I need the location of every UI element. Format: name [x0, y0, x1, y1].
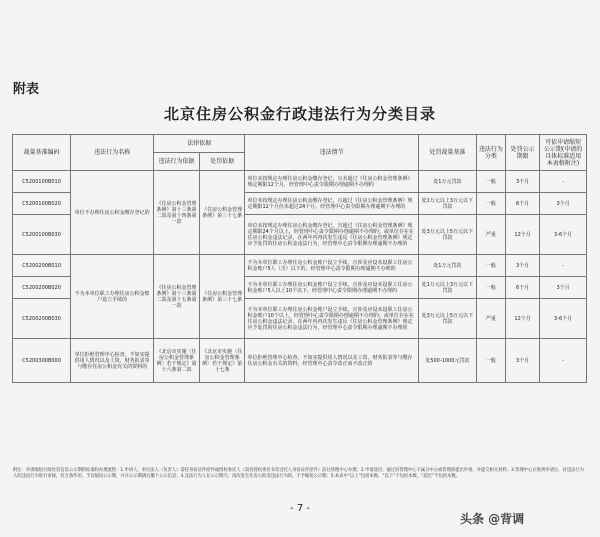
code-cell: C5200300B000 [13, 339, 71, 383]
violation-name-cell: 单位拒绝管理中心检查，不如实提供用人情况以及工资、财务报表等与缴存住房公积金有关的资料的 [71, 339, 154, 383]
act-basis-cell: 《住房公积金管理条例》第十三条第二款及第十四条第一款 [154, 171, 200, 255]
code-cell: C5200200B030 [13, 299, 71, 339]
table-row [13, 255, 587, 277]
appendix-label: 附表 [13, 82, 40, 97]
table-row [13, 171, 587, 193]
header-basis-act: 违法行为依据 [154, 153, 200, 171]
violation-name-cell: 单位不办理住房公积金缴存登记的 [71, 171, 154, 255]
repair-cell: - [540, 339, 587, 383]
circumstance-cell: 不为本单位职工办理住房公积金账户设立手续，且涉及应设未设职工住房公积金账户10个以上，经管理中心责令限期办理逾期不办理的；或单位存在在住房公积金违法记录，在两年内再次发生违反《住房公积金管理条例》规定应予处罚的住房公积金违法行为，经管理中心责令限期办理逾期不办理的 [245, 299, 418, 339]
penalty-basis-cell: 《住房公积金管理条例》第三十七条 [199, 255, 245, 339]
header-basis-penalty: 处罚依据 [199, 153, 245, 171]
repair-cell: - [540, 171, 587, 193]
category-cell: 一般 [476, 255, 505, 277]
circumstance-cell: 单位未按规定办理住房公积金缴存登记，且未超过《住房公积金管理条例》规定期限12个月，经管理中心责令限期办理逾期不办理的 [245, 171, 418, 193]
header-circumstance: 违法情节 [245, 135, 418, 171]
watermark: 头条 @背调 [460, 512, 525, 526]
repair-cell: 3-6个月 [540, 215, 587, 255]
standard-cell: 处3万元以上5万元以下罚款 [418, 215, 476, 255]
category-cell: 一般 [476, 171, 505, 193]
standard-cell: 处1万元罚款 [418, 171, 476, 193]
circumstance-cell: 单位未按规定办理住房公积金缴存登记，且超过《住房公积金管理条例》规定期限24个月以上，经管理中心责令限期办理逾期不办理的；或单位存在在住房公积金违法记录，在两年内再次发生违反《住房公积金管理条例》规定应予处罚的住房公积金违法行为，经管理中心责令限期办理逾期不办理的 [245, 215, 418, 255]
standard-cell: 处1万元以上3万元以下罚款 [418, 193, 476, 215]
category-cell: 一般 [476, 277, 505, 299]
circumstance-cell: 单位拒绝管理中心检查，不如实提供用人情况以及工资、财务报表等与缴存住房公积金有关的资料，经管理中心责令改正而不改正的 [245, 339, 418, 383]
header-category: 违法行为分类 [476, 135, 505, 171]
repair-cell: 3-6个月 [540, 299, 587, 339]
document-title: 北京住房公积金行政违法行为分类目录 [163, 105, 436, 123]
header-period: 处罚公示期限 [505, 135, 539, 171]
period-cell: 3个月 [505, 255, 539, 277]
penalty-basis-cell: 《北京市实施〈住房公积金管理条例〉若干规定》第十七条 [199, 339, 245, 383]
period-cell: 3个月 [505, 171, 539, 193]
violation-name-cell: 不为本单位职工办理住房公积金账户设立手续的 [71, 255, 154, 339]
act-basis-cell: 《北京市实施〈住房公积金管理条例〉若干规定》第十六条第二款 [154, 339, 200, 383]
category-cell: 严重 [476, 215, 505, 255]
header-name: 违法行为名称 [71, 135, 154, 171]
period-cell: 12个月 [505, 299, 539, 339]
code-cell: C5200200B020 [13, 277, 71, 299]
penalty-basis-cell: 《住房公积金管理条例》第三十七条 [199, 171, 245, 255]
period-cell: 3个月 [505, 339, 539, 383]
repair-cell: 3个月 [540, 193, 587, 215]
period-cell: 6个月 [505, 277, 539, 299]
category-cell: 严重 [476, 299, 505, 339]
circumstance-cell: 不为本单位职工办理住房公积金账户设立手续，且涉及应设未设职工住房公积金账户5人以上10个以下，经管理中心责令限期办理逾期不办理的 [245, 277, 418, 299]
header-code: 裁量基准编码 [13, 135, 71, 171]
table-row [13, 339, 587, 383]
header-legal-basis: 法律依据 [154, 135, 245, 153]
violation-table [12, 134, 587, 383]
repair-cell: 3个月 [540, 277, 587, 299]
category-cell: 一般 [476, 339, 505, 383]
standard-cell: 处3万元以上5万元以下罚款 [418, 299, 476, 339]
code-cell: C5200200B010 [13, 255, 71, 277]
period-cell: 12个月 [505, 215, 539, 255]
standard-cell: 处1万元以上3万元以下罚款 [418, 277, 476, 299]
standard-cell: 处1万元罚款 [418, 255, 476, 277]
repair-cell: - [540, 255, 587, 277]
header-repair: 可依申请缩短公示期(申请的具体标准适用本表格附注) [540, 135, 587, 171]
standard-cell: 处500-1000元罚款 [418, 339, 476, 383]
page-number: - 7 - [290, 503, 310, 514]
period-cell: 6个月 [505, 193, 539, 215]
circumstance-cell: 不为本单位职工办理住房公积金账户设立手续，且涉及应设未设职工住房公积金账户5人（含）以下的，经管理中心责令限期办理逾期不办理的 [245, 255, 418, 277]
header-standard: 处罚裁量基准 [418, 135, 476, 171]
code-cell: C5200100B020 [13, 193, 71, 215]
code-cell: C5200100B030 [13, 215, 71, 255]
table-footnote: 附注：申请缩短行政处罚信息公示期的标准和办理流程：1.申请人，单位法人（负责人）需持身份证件原件或授权委托人（需持授权委托书及受托人身份证件原件）前往管理中心办理；2.申请途径，通过向管理中心下属分中心或管理部提出申请，并提交相关材料；3.管理中心在收到申请后，对违法行为人的违法行为进行审核，符合条件的，予以缩短公示期，并在公示期满后撤下公示信息；4.违法行为人在公示期内，再次发生住房公积金违法行为的，不予缩短公示期；5.本表中“以上”包括本数，“以下”不包括本数，“超过”不包括本数。 [13, 468, 584, 479]
code-cell: C5200100B010 [13, 171, 71, 193]
circumstance-cell: 单位未按规定办理住房公积金缴存登记，且超过《住房公积金管理条例》规定期限12个月但未超过24个月，经管理中心责令限期办理逾期不办理的 [245, 193, 418, 215]
act-basis-cell: 《住房公积金管理条例》第十三条第二款及第十五条第一款 [154, 255, 200, 339]
category-cell: 一般 [476, 193, 505, 215]
